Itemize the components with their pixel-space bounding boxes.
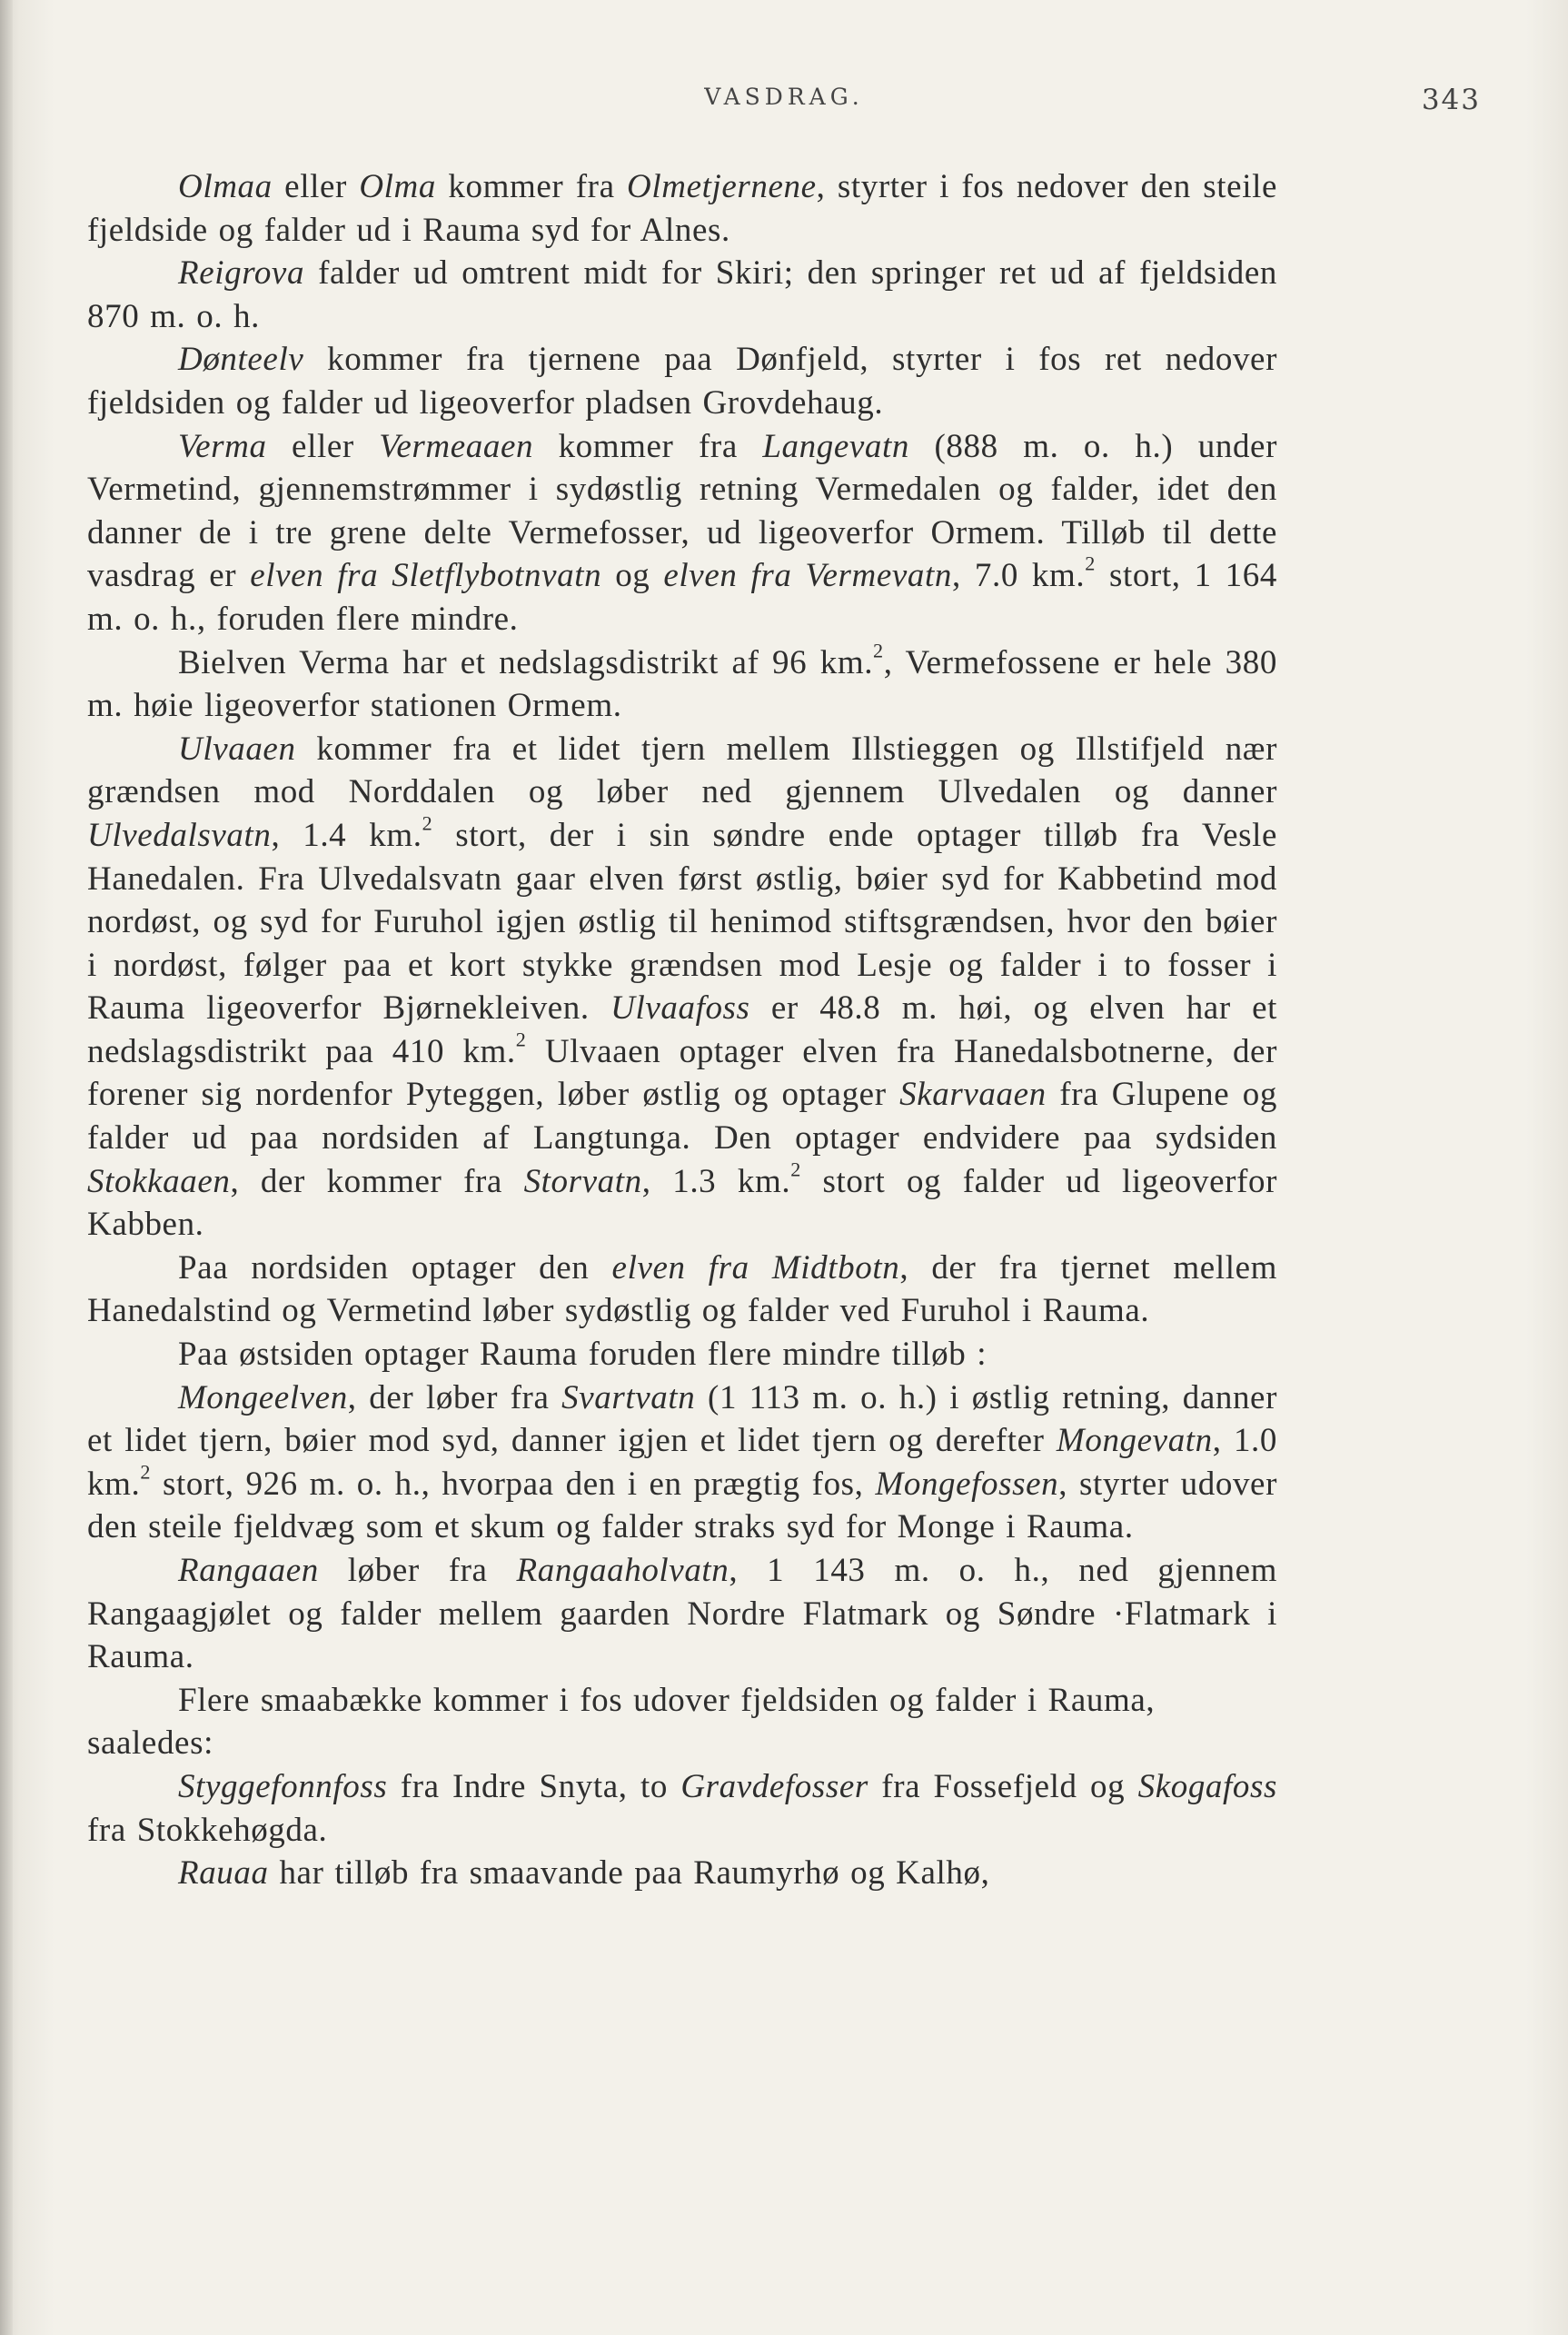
- italic-name: Olmaa: [178, 168, 273, 205]
- italic-name: Olma: [359, 168, 436, 205]
- text-run: stort, 1 164 m. o. h., foruden flere mindre.: [87, 557, 1277, 638]
- italic-name: Langevatn: [762, 427, 909, 465]
- page-spine-shadow: [0, 0, 13, 2335]
- italic-name: elven fra Vermevatn: [663, 557, 953, 595]
- text-run: stort, der i sin søndre ende optager tilløb fra Vesle Hanedalen. Fra Ulvedalsvatn gaar elven først østlig, bøier syd for Kabbetind mod nordøst, og syd for Furuhol igjen østlig til henimod stiftsgrændsen, hvor den bøier i nordøst, følger paa et kort stykke grændsen mod Lesje og falder i to fosser i Rauma ligeoverfor Bjørnekleiven.: [87, 816, 1277, 1028]
- paragraph: [87, 425, 1277, 641]
- text-run: har tilløb fra smaavande paa Raumyrhø og Kalhø,: [268, 1854, 990, 1893]
- text-run: eller: [272, 168, 360, 205]
- text-run: er 48.8 m. høi, og elven har et nedslagsdistrikt paa 410 km.: [87, 989, 1278, 1070]
- text-run: fra Fossefjeld og: [868, 1767, 1138, 1805]
- italic-name: Storvatn: [523, 1162, 642, 1200]
- page-number: 343: [1421, 84, 1481, 116]
- italic-name: Skogafoss: [1137, 1767, 1277, 1805]
- text-run: falder ud omtrent midt for Skiri; den springer ret ud af fjeldsiden 870 m. o. h.: [87, 254, 1277, 335]
- text-run: stort, 926 m. o. h., hvorpaa den i en prægtig fos,: [151, 1465, 876, 1503]
- body-text: [87, 165, 1277, 1895]
- superscript: 2: [790, 1157, 801, 1180]
- text-run: , 1.4 km.: [271, 816, 422, 854]
- italic-name: Ulvedalsvatn: [87, 816, 272, 854]
- text-run: fra Stokkehøgda.: [87, 1811, 328, 1849]
- text-run: stort og falder ud ligeoverfor Kabben.: [87, 1162, 1278, 1244]
- text-run: Ulvaaen optager elven fra Hanedalsbotnerne, der forener sig nordenfor Pyteggen, løber østlig og optager: [87, 1032, 1278, 1114]
- italic-name: Olmetjernene: [627, 168, 817, 205]
- text-run: , 1.3 km.: [641, 1162, 791, 1200]
- paragraph: [87, 165, 1277, 252]
- text-run: , styrter i fos nedover den steile fjeldside og falder ud i Rauma syd for Alnes.: [87, 168, 1277, 249]
- paragraph: [87, 1852, 1277, 1895]
- text-run: , der løber fra: [347, 1378, 562, 1416]
- text-run: Bielven Verma har et nedslagsdistrikt af 96 km.: [178, 643, 874, 681]
- paragraph: [87, 728, 1277, 1247]
- paragraph: [87, 638, 1277, 728]
- italic-name: Ulvaafoss: [610, 989, 750, 1028]
- italic-name: Dønteelv: [178, 341, 304, 379]
- italic-name: Rangaaholvatn: [516, 1552, 729, 1589]
- text-run: løber fra: [318, 1552, 517, 1589]
- running-head: VASDRAG.: [704, 84, 864, 110]
- italic-name: Rauaa: [178, 1854, 269, 1893]
- text-run: kommer fra: [435, 168, 628, 205]
- italic-name: Stokkaaen: [87, 1162, 231, 1200]
- text-run: og: [601, 557, 664, 595]
- italic-name: Verma: [178, 427, 267, 465]
- italic-name: Gravdefosser: [680, 1767, 868, 1805]
- italic-name: Styggefonnfoss: [178, 1767, 388, 1805]
- superscript: 2: [873, 638, 884, 661]
- text-run: , der fra tjernet mellem Hanedalstind og Vermetind løber sydøstlig og falder ved Furuhol i Rauma.: [87, 1248, 1277, 1330]
- superscript: 2: [140, 1460, 152, 1484]
- italic-name: elven fra Sletflybotnvatn: [250, 557, 602, 595]
- paragraph: [87, 1376, 1277, 1549]
- paragraph: [87, 1333, 1277, 1376]
- text-run: fra Glupene og falder ud paa nordsiden af Langtunga. Den optager endvidere paa sydsiden: [87, 1076, 1277, 1158]
- text-run: (1 113 m. o. h.) i østlig retning, danner et lidet tjern, bøier mod syd, danner igjen et lidet tjern og derefter: [87, 1378, 1277, 1460]
- italic-name: Rangaaen: [178, 1552, 319, 1589]
- italic-name: elven fra Midtbotn: [611, 1248, 900, 1287]
- italic-name: Mongevatn: [1056, 1422, 1213, 1460]
- paragraph: [87, 1679, 1277, 1765]
- superscript: 2: [422, 811, 433, 835]
- superscript: 2: [515, 1028, 527, 1051]
- italic-name: Skarvaaen: [899, 1076, 1047, 1114]
- superscript: 2: [1085, 551, 1096, 575]
- page-header: [87, 84, 1481, 124]
- text-run: fra Indre Snyta, to: [387, 1767, 681, 1805]
- text-run: , Vermefossene er hele 380 m. høie ligeoverfor stationen Ormem.: [87, 643, 1277, 725]
- text-run: kommer fra et lidet tjern mellem Illstieggen og Illstifjeld nær grændsen mod Norddalen og løber ned gjennem Ulvedalen og danner: [87, 730, 1277, 811]
- text-run: , der kommer fra: [230, 1162, 524, 1200]
- italic-name: Reigrova: [178, 254, 305, 293]
- italic-name: Svartvatn: [561, 1378, 696, 1416]
- italic-name: Vermeaaen: [379, 427, 534, 465]
- italic-name: Mongefossen: [875, 1465, 1059, 1503]
- text-run: Flere smaabække kommer i fos udover fjeldsiden og falder i Rauma, saaledes:: [87, 1681, 1156, 1763]
- paragraph: [87, 338, 1277, 424]
- text-run: (888 m. o. h.) under Vermetind, gjennemstrømmer i sydøstlig retning Vermedalen og falder, idet den danner de i tre grene delte Vermefosser, ud ligeoverfor Ormem. Tilløb til dette vasdrag er: [87, 427, 1277, 595]
- paragraph: [87, 1247, 1277, 1333]
- text-run: kommer fra tjernene paa Dønfjeld, styrter i fos ret nedover fjeldsiden og falder ud ligeoverfor pladsen Grovdehaug.: [87, 341, 1277, 422]
- paragraph: [87, 252, 1277, 338]
- italic-name: Mongeelven: [178, 1378, 348, 1416]
- text-run: , 1.0 km.: [87, 1422, 1278, 1503]
- paragraph: [87, 1549, 1277, 1679]
- text-run: , 1 143 m. o. h., ned gjennem Rangaagjølet og falder mellem gaarden Nordre Flatmark og Søndre ·Flatmark i Rauma.: [87, 1552, 1277, 1676]
- text-run: eller: [266, 427, 380, 465]
- italic-name: Ulvaaen: [178, 730, 296, 768]
- text-run: , styrter udover den steile fjeldvæg som et skum og falder straks syd for Monge i Rauma.: [87, 1465, 1277, 1546]
- text-run: Paa østsiden optager Rauma foruden flere mindre tilløb :: [178, 1336, 987, 1374]
- text-run: Paa nordsiden optager den: [178, 1248, 612, 1287]
- text-run: , 7.0 km.: [952, 557, 1086, 595]
- paragraph: [87, 1765, 1277, 1852]
- text-run: kommer fra: [533, 427, 763, 465]
